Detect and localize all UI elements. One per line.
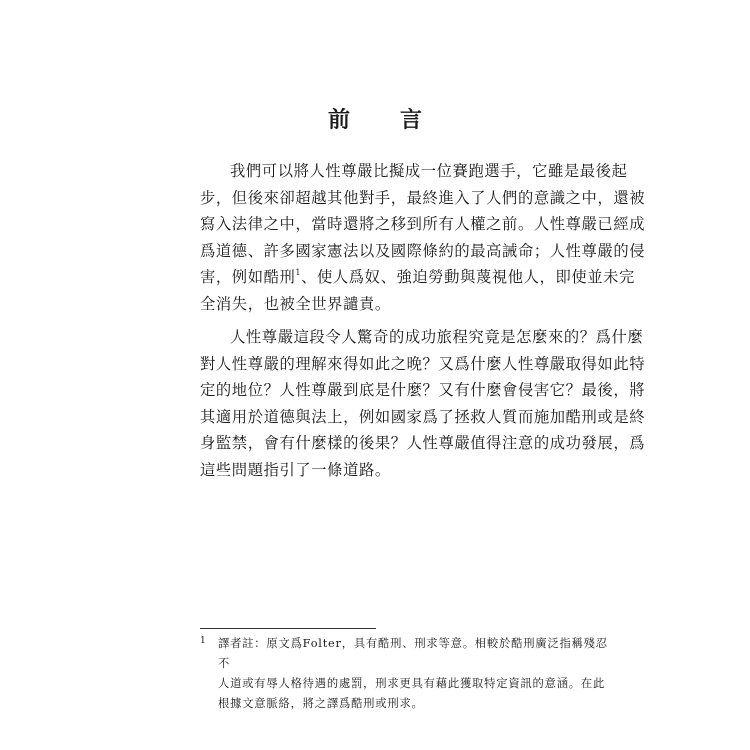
footnote-reference[interactable]: 1 bbox=[295, 268, 302, 277]
page-title: 前 言 bbox=[327, 107, 436, 133]
text-line: 定的地位？人性尊嚴到底是什麼？又有什麼會侵害它？最後，將 bbox=[200, 381, 646, 399]
paragraph-2 bbox=[200, 324, 646, 483]
text-line: 爲道德、許多國家憲法以及國際條約的最高誡命；人性尊嚴的侵 bbox=[200, 241, 646, 260]
text-line: 寫入法律之中，當時還將之移到所有人權之前。人性尊嚴已經成 bbox=[200, 215, 646, 233]
footnote bbox=[200, 634, 610, 714]
text-line: 其適用於道德與法上，例如國家爲了拯救人質而施加酷刑或是終 bbox=[200, 407, 646, 426]
footnote-line: 譯者註：原文爲Folter，具有酷刑、刑求等意。相較於酷刑廣泛指稱殘忍不 bbox=[218, 637, 608, 670]
paragraph-1 bbox=[200, 158, 646, 317]
text-line: 全消失，也被全世界譴責。 bbox=[200, 294, 391, 313]
body-text bbox=[200, 158, 646, 490]
footnote-divider bbox=[200, 628, 376, 629]
text-line: 對人性尊嚴的理解來得如此之晚？又爲什麼人性尊嚴取得如此特 bbox=[200, 354, 646, 373]
footnote-number: 1 bbox=[200, 636, 207, 646]
text-line bbox=[200, 264, 635, 291]
text-segment: 、使人爲奴、強迫勞動與蔑視他人，即使並未完 bbox=[301, 268, 635, 286]
text-segment: 害，例如酷刑 bbox=[200, 268, 296, 286]
text-line: 身監禁，會有什麼樣的後果？人性尊嚴值得注意的成功發展，爲 bbox=[200, 434, 646, 452]
text-line: 我們可以將人性尊嚴比擬成一位賽跑選手，它雖是最後起 bbox=[230, 162, 628, 180]
footnote-line: 人道或有辱人格待遇的處罰，刑求更具有藉此獲取特定資訊的意涵。在此 bbox=[218, 677, 606, 690]
footnote-line: 根據文意脈絡，將之譯爲酷刑或刑求。 bbox=[218, 697, 424, 710]
text-line: 人性尊嚴這段令人驚奇的成功旅程究竟是怎麼來的？爲什麼 bbox=[230, 328, 644, 346]
text-line: 步，但後來卻超越其他對手，最終進入了人們的意識之中，還被 bbox=[200, 188, 646, 207]
text-line: 這些問題指引了一條道路。 bbox=[200, 460, 391, 479]
